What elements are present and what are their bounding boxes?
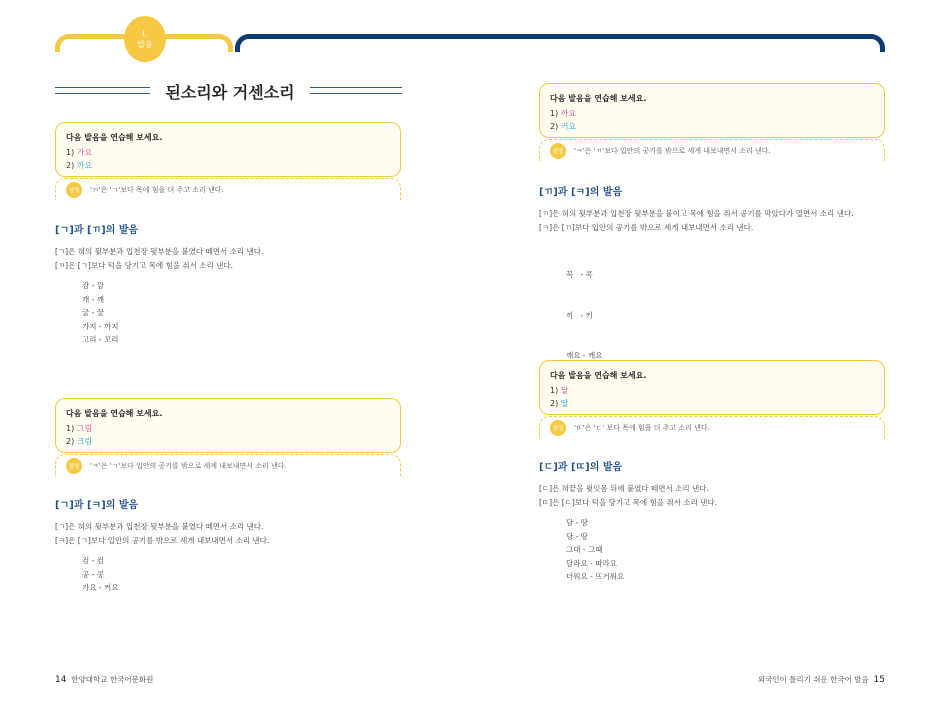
word-pair: 개 - 깨 (82, 294, 104, 304)
section-heading: [ㄷ]과 [ㄸ]의 발음 (539, 462, 623, 473)
note-badge: 설명 (66, 458, 82, 474)
section-heading: [ㄱ]과 [ㅋ]의 발음 (55, 500, 139, 511)
explanation-note (539, 416, 885, 438)
word-pair: 깨요 - 캐요 (566, 351, 603, 360)
note-badge: 설명 (550, 420, 566, 436)
practice-question: 다음 발음을 연습해 보세요. (550, 371, 647, 380)
header-band-right (235, 34, 885, 52)
page-footer (55, 674, 153, 685)
chapter-badge (124, 16, 166, 62)
practice-word: 딸 (560, 399, 569, 408)
practice-word: 가요 (76, 147, 93, 157)
practice-item: 1) 달 (550, 385, 569, 395)
explanation-note (55, 178, 401, 200)
practice-item: 1) 그림 (66, 423, 93, 433)
practice-question: 다음 발음을 연습해 보세요. (66, 133, 163, 142)
chapter-number: I. (142, 29, 148, 38)
section-body: [ㄱ]은 혀의 뒷부분과 입천장 뒷부분을 붙였다 떼면서 소리 낸다. [ㄲ]은 [ㄱ]보다 턱을 당기고 목에 힘을 줘서 소리 낸다. (55, 247, 264, 270)
word-pair: 굴 - 꿀 (82, 308, 104, 317)
note-text: 'ㅋ'은 'ㄲ'보다 입안의 공기를 밖으로 세게 내보내면서 소리 낸다. (574, 146, 771, 155)
practice-item: 2) 딸 (550, 399, 569, 408)
practice-box (539, 83, 885, 138)
word-pair: 당 - 땅 (566, 531, 588, 541)
footer-text: 한양대학교 한국어문화원 (71, 675, 154, 684)
practice-question: 다음 발음을 연습해 보세요. (66, 409, 163, 418)
word-pair: 끼 - 키 (566, 310, 593, 320)
practice-item: 1) 까요 (550, 108, 577, 118)
word-list (82, 554, 118, 595)
note-text: 'ㅋ'은 'ㄱ'보다 입안의 공기를 밖으로 세게 내보내면서 소리 낸다. (90, 461, 287, 470)
explanation-note (539, 139, 885, 161)
practice-item: 1) 가요 (66, 147, 93, 157)
practice-box (55, 122, 401, 177)
word-pair: 그대 - 그때 (566, 545, 603, 554)
practice-item: 2) 크림 (66, 437, 93, 446)
word-list (566, 516, 624, 584)
page-number: 15 (873, 675, 885, 685)
explanation-note (55, 454, 401, 476)
word-list (82, 279, 118, 347)
word-pair: 공 - 콩 (82, 569, 104, 579)
note-text: 'ㄲ'은 'ㄱ'보다 목에 힘을 더 주고 소리 낸다. (90, 185, 224, 194)
practice-box (55, 398, 401, 453)
word-pair: 가요 - 커요 (82, 583, 119, 592)
page-number: 14 (55, 675, 67, 685)
word-list (566, 241, 602, 376)
chapter-name: 발음 (137, 40, 153, 49)
practice-box (539, 360, 885, 415)
practice-word: 까요 (560, 108, 577, 118)
word-pair: 감 - 깜 (82, 281, 104, 290)
word-pair: 달라요 - 따라요 (566, 558, 617, 568)
section-heading: [ㄱ]과 [ㄲ]의 발음 (55, 225, 139, 236)
practice-word: 달 (560, 385, 569, 395)
page-footer (758, 674, 885, 685)
practice-word: 그림 (76, 423, 93, 433)
note-text: 'ㄸ'은 'ㄷ' 보다 목에 힘을 더 주고 소리 낸다. (574, 423, 710, 432)
page-title: 된소리와 거센소리 (165, 83, 295, 102)
section-body: [ㄷ]은 혀끝을 윗잇몸 뒤에 붙였다 떼면서 소리 낸다. [ㄸ]은 [ㄷ]보다 턱을 당기고 목에 힘을 줘서 소리 낸다. (539, 484, 718, 507)
word-pair: 검 - 컴 (82, 556, 104, 565)
practice-question: 다음 발음을 연습해 보세요. (550, 94, 647, 103)
practice-item: 2) 까요 (66, 161, 93, 170)
word-pair: 고리 - 꼬리 (82, 335, 119, 344)
word-pair: 담 - 땀 (566, 518, 588, 527)
word-pair: 꼭 - 콕 (566, 270, 593, 279)
note-badge: 설명 (66, 182, 82, 198)
footer-text: 외국인이 틀리기 쉬운 한국어 발음 (757, 675, 869, 684)
practice-word: 크림 (76, 437, 93, 446)
title-rule-right (310, 87, 402, 94)
section-heading: [ㄲ]과 [ㅋ]의 발음 (539, 187, 623, 198)
note-badge: 설명 (550, 143, 566, 159)
practice-word: 까요 (76, 161, 93, 170)
section-body: [ㄲ]은 혀의 뒷부분과 입천장 뒷부분을 붙이고 목에 힘을 줘서 공기를 막았다가 열면서 소리 낸다. [ㅋ]은 [ㄲ]보다 입안의 공기를 밖으로 세게 내보내면서 소리 낸다. (539, 209, 854, 232)
title-rule-left (55, 87, 150, 94)
section-body: [ㄱ]은 혀의 뒷부분과 입천장 뒷부분을 붙였다 떼면서 소리 낸다. [ㅋ]은 [ㄱ]보다 입안의 공기를 밖으로 세게 내보내면서 소리 낸다. (55, 522, 270, 545)
practice-word: 커요 (560, 122, 577, 131)
practice-item: 2) 커요 (550, 122, 577, 131)
word-pair: 더워요 - 뜨거워요 (566, 572, 625, 581)
word-pair: 가지 - 까지 (82, 321, 119, 331)
